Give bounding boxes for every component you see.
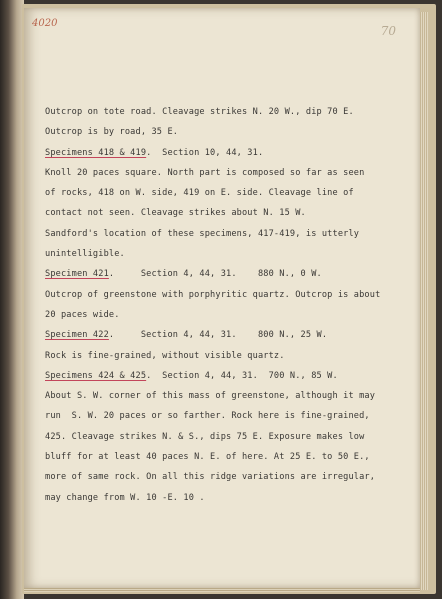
text-line (45, 406, 405, 426)
text-line (45, 427, 405, 447)
specimen-heading: Specimens 424 & 425 (45, 370, 147, 381)
line-text: Rock is fine-grained, without visible quartz. (45, 350, 285, 361)
line-text: Outcrop of greenstone with porphyritic quartz. Outcrop is about (45, 289, 381, 300)
page-number: 70 (380, 24, 396, 38)
text-line (45, 244, 405, 264)
book-binding (0, 0, 24, 599)
line-text: . Section 4, 44, 31. 880 N., 0 W. (108, 269, 322, 280)
text-line (45, 264, 405, 284)
text-line (45, 102, 405, 122)
line-text: may change from W. 10 -E. 10 . (45, 492, 205, 503)
text-line (45, 346, 405, 366)
text-line (45, 122, 405, 142)
specimen-heading: Specimens 418 & 419 (45, 147, 147, 158)
line-text: Knoll 20 paces square. North part is composed so far as seen (45, 167, 365, 178)
line-text: . Section 10, 44, 31. (146, 147, 264, 158)
notebook-page (24, 8, 420, 588)
text-line (45, 366, 405, 386)
specimen-heading: Specimen 422 (45, 330, 109, 341)
text-line (45, 285, 405, 305)
text-line (45, 183, 405, 203)
text-line (45, 163, 405, 183)
text-line (45, 467, 405, 487)
corner-pencil-note: 4020 (32, 18, 58, 29)
line-text: 425. Cleavage strikes N. & S., dips 75 E. Exposure makes low (45, 431, 365, 442)
line-text: . Section 4, 44, 31. 800 N., 25 W. (108, 330, 328, 341)
line-text: bluff for at least 40 paces N. E. of here. At 25 E. to 50 E., (45, 452, 370, 463)
text-line (45, 203, 405, 223)
line-text: Outcrop on tote road. Cleavage strikes N. 20 W., dip 70 E. (45, 107, 354, 117)
line-text: more of same rock. On all this ridge variations are irregular, (45, 472, 376, 483)
line-text: Sandford's location of these specimens, 417-419, is utterly (45, 228, 360, 239)
text-line (45, 386, 405, 406)
text-line (45, 143, 405, 163)
line-text: Outcrop is by road, 35 E. (45, 127, 179, 138)
typed-text-block (45, 102, 405, 508)
text-line (45, 325, 405, 345)
line-text: unintelligible. (45, 249, 125, 260)
text-line (45, 488, 405, 508)
line-text: . Section 4, 44, 31. 700 N., 85 W. (146, 370, 338, 381)
text-line (45, 305, 405, 325)
text-line (45, 447, 405, 467)
line-text: of rocks, 418 on W. side, 419 on E. side. Cleavage line of (45, 188, 354, 199)
line-text: contact not seen. Cleavage strikes about N. 15 W. (45, 208, 306, 219)
text-line (45, 224, 405, 244)
line-text: About S. W. corner of this mass of greenstone, although it may (45, 391, 376, 402)
specimen-heading: Specimen 421 (45, 269, 109, 280)
line-text: 20 paces wide. (45, 309, 120, 320)
line-text: run S. W. 20 paces or so farther. Rock here is fine-grained, (45, 411, 370, 422)
